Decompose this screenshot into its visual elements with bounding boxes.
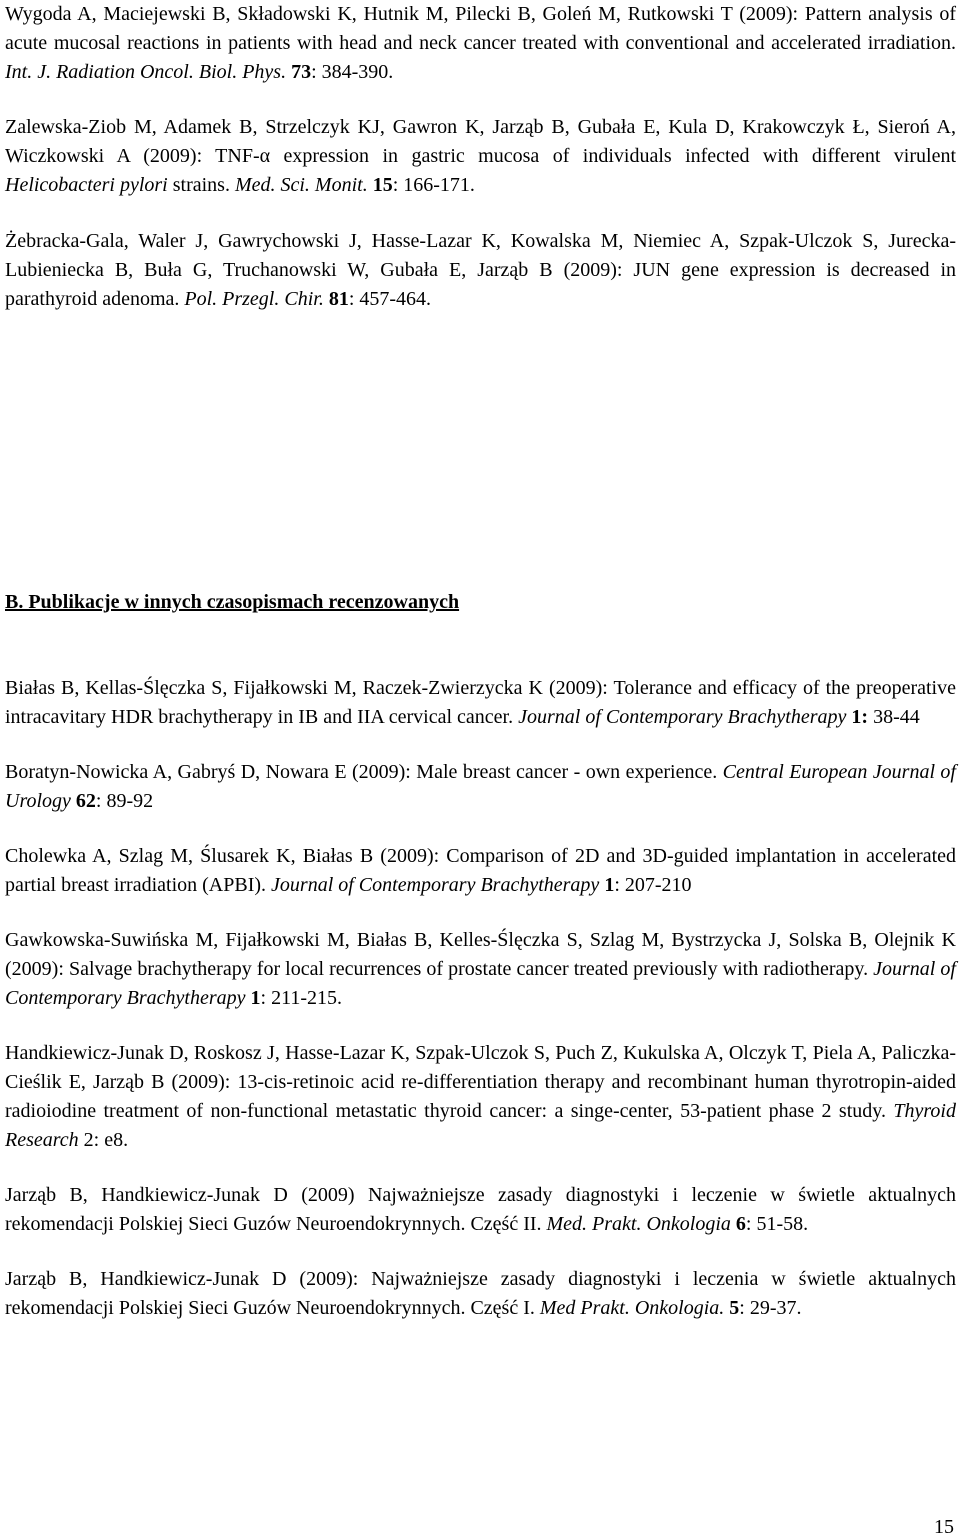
- reference-jarzab-2009-part-i: [5, 1265, 956, 1323]
- reference-pages: : 29-37.: [739, 1297, 802, 1319]
- reference-journal: Journal of Contemporary Brachytherapy: [5, 958, 956, 1009]
- reference-volume: 1: [250, 987, 261, 1009]
- reference-journal: Central European Journal of Urology: [5, 761, 956, 812]
- reference-title-end: strains.: [167, 174, 235, 196]
- reference-pages: : 211-215.: [260, 987, 342, 1009]
- reference-jarzab-2009-part-ii: [5, 1181, 956, 1239]
- section-b-heading: B. Publikacje w innych czasopismach recenzowanych: [5, 591, 460, 613]
- reference-authors-title: Jarząb B, Handkiewicz-Junak D (2009): Najważniejsze zasady diagnostyki i leczenia w świetle aktualnych rekomendacji Polskiej Sieci Guzów Neuroendokrynnych. Część I.: [5, 1268, 956, 1319]
- reference-authors-title: Zalewska-Ziob M, Adamek B, Strzelczyk KJ, Gawron K, Jarząb B, Gubała E, Kula D, Krakowczyk Ł, Sieroń A, Wiczkowski A (2009): TNF-α expression in gastric mucosa of individuals infected with different virulent: [5, 116, 956, 167]
- reference-volume: 1:: [851, 706, 869, 728]
- reference-authors-title: Cholewka A, Szlag M, Ślusarek K, Białas B (2009): Comparison of 2D and 3D-guided implantation in accelerated partial breast irradiation (APBI).: [5, 845, 956, 896]
- reference-journal: Int. J. Radiation Oncol. Biol. Phys.: [5, 61, 287, 83]
- reference-authors-title: Białas B, Kellas-Ślęczka S, Fijałkowski M, Raczek-Zwierzycka K (2009): Tolerance and efficacy of the preoperative intracavitary HDR brachytherapy in IB and IIA cervical cancer.: [5, 677, 956, 728]
- reference-wygoda-2009: [5, 0, 956, 87]
- reference-boratyn-nowicka-2009: [5, 758, 956, 816]
- reference-volume: 81: [328, 288, 349, 310]
- reference-species-name: Helicobacteri pylori: [5, 174, 168, 196]
- reference-journal: Pol. Przegl. Chir.: [184, 288, 324, 310]
- reference-authors-title: Boratyn-Nowicka A, Gabryś D, Nowara E (2009): Male breast cancer - own experience.: [5, 761, 723, 783]
- references-continued: [5, 0, 956, 314]
- reference-volume: 6: [730, 1213, 746, 1235]
- page-number: 15: [934, 1516, 954, 1538]
- reference-authors-title: Żebracka-Gala, Waler J, Gawrychowski J, Hasse-Lazar K, Kowalska M, Niemiec A, Szpak-Ulczok S, Jurecka-Lubieniecka B, Buła G, Truchanowski W, Gubała E, Jarząb B (2009): JUN gene expression is decreased in parathyroid adenoma.: [5, 230, 956, 310]
- reference-authors-title: Jarząb B, Handkiewicz-Junak D (2009) Najważniejsze zasady diagnostyki i leczenie w świetle aktualnych rekomendacji Polskiej Sieci Guzów Neuroendokrynnych. Część II.: [5, 1184, 956, 1235]
- reference-volume: 15: [372, 174, 393, 196]
- reference-pages: : 166-171.: [392, 174, 475, 196]
- reference-journal: Journal of Contemporary Brachytherapy: [518, 706, 847, 728]
- reference-cholewka-2009: [5, 842, 956, 900]
- reference-journal: Journal of Contemporary Brachytherapy: [271, 874, 600, 896]
- reference-volume: 1: [604, 874, 615, 896]
- section-b-references: [5, 674, 956, 1323]
- reference-authors-title: Gawkowska-Suwińska M, Fijałkowski M, Białas B, Kelles-Ślęczka S, Szlag M, Bystrzycka J, Solska B, Olejnik K (2009): Salvage brachytherapy for local recurrences of prostate cancer treated previously with radiotherapy.: [5, 929, 956, 980]
- reference-journal: Med. Prakt. Onkologia: [546, 1213, 731, 1235]
- reference-zebracka-gala-2009: [5, 227, 956, 314]
- reference-pages: 38-44: [868, 706, 920, 728]
- reference-handkiewicz-junak-2009: [5, 1039, 956, 1155]
- reference-bialas-2009: [5, 674, 956, 732]
- reference-journal: Thyroid Research: [5, 1100, 956, 1151]
- reference-authors-title: Wygoda A, Maciejewski B, Składowski K, Hutnik M, Pilecki B, Goleń M, Rutkowski T (2009): Pattern analysis of acute mucosal reactions in patients with head and neck cancer treated with conventional and accelerated irradiation.: [5, 3, 956, 54]
- reference-zalewska-ziob-2009: [5, 113, 956, 200]
- reference-pages: : 457-464.: [348, 288, 432, 310]
- reference-pages: : 207-210: [614, 874, 692, 896]
- reference-pages: : 89-92: [95, 790, 154, 812]
- reference-pages: 2: e8.: [78, 1129, 129, 1151]
- reference-volume: 62: [75, 790, 96, 812]
- reference-volume: 73: [291, 61, 312, 83]
- reference-authors-title: Handkiewicz-Junak D, Roskosz J, Hasse-Lazar K, Szpak-Ulczok S, Puch Z, Kukulska A, Olczyk T, Piela A, Paliczka-Cieślik E, Jarząb B (2009): 13-cis-retinoic acid re-differentiation therapy and recombinant human thyrotropin-aided radioiodine treatment of non-functional metastatic thyroid cancer: a singe-center, 53-patient phase 2 study.: [5, 1042, 956, 1122]
- reference-journal: Med Prakt. Onkologia.: [539, 1297, 725, 1319]
- reference-pages: : 51-58.: [745, 1213, 809, 1235]
- reference-pages: : 384-390.: [311, 61, 394, 83]
- reference-gawkowska-suwinska-2009: [5, 926, 956, 1013]
- reference-journal: Med. Sci. Monit.: [234, 174, 368, 196]
- reference-volume: 5: [724, 1297, 740, 1319]
